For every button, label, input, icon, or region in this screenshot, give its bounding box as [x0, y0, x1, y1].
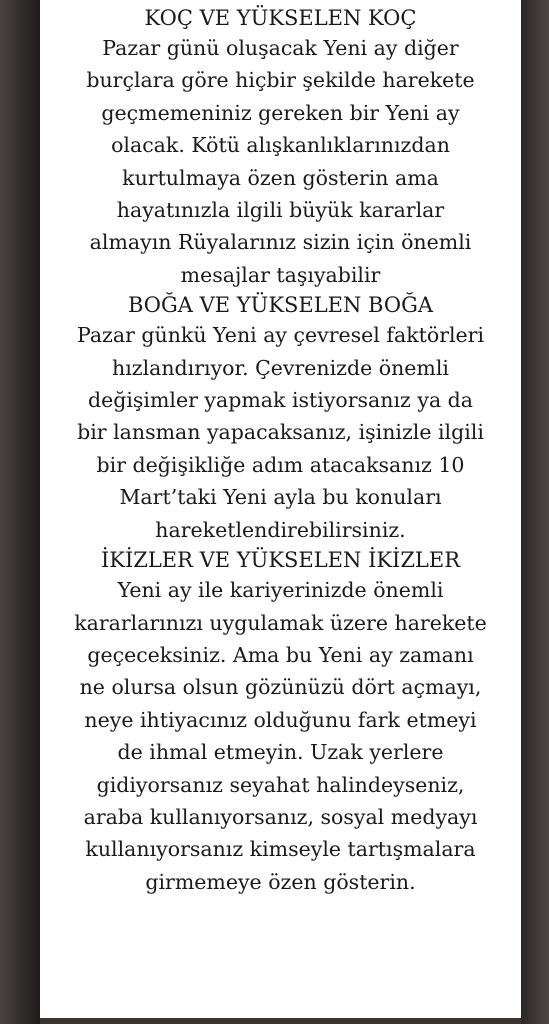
text-line: kullanıyorsanız kimseyle tartışmalara: [85, 837, 476, 862]
text-line: araba kullanıyorsanız, sosyal medyayı: [83, 804, 478, 829]
text-line: değişimler yapmak istiyorsanız ya da: [87, 388, 474, 413]
background-frame-right: [521, 0, 549, 1024]
text-line: neye ihtiyacınız olduğunu fark etmeyi: [84, 707, 477, 732]
horoscope-card: [40, 0, 521, 1018]
section-boga: [46, 291, 515, 546]
text-line: almayın Rüyalarınız sizin için önemli: [89, 230, 472, 255]
text-line: gidiyorsanız seyahat halindeyseniz,: [96, 772, 465, 797]
text-line: mesajlar taşıyabilir: [180, 262, 381, 287]
text-line: Yeni ay ile kariyerinizde önemli: [117, 578, 444, 603]
text-line: burçlara göre hiçbir şekilde harekete: [86, 68, 475, 93]
text-line: ne olursa olsun gözünüzü dört açmayı,: [79, 675, 482, 700]
text-line: hareketlendirebilirsiniz.: [155, 517, 406, 542]
text-line: girmemeye özen gösterin.: [145, 869, 416, 894]
text-line: hızlandırıyor. Çevrenizde önemli: [112, 355, 449, 380]
section-heading: KOÇ VE YÜKSELEN KOÇ: [144, 6, 417, 30]
text-line: de ihmal etmeyin. Uzak yerlere: [117, 740, 444, 765]
text-line: bir lansman yapacaksanız, işinizle ilgili: [77, 420, 484, 445]
text-line: kurtulmaya özen gösterin ama: [122, 165, 439, 190]
text-line: geçeceksiniz. Ama bu Yeni ay zamanı: [87, 642, 474, 667]
text-line: hayatınızla ilgili büyük kararlar: [116, 198, 445, 223]
text-line: Mart’taki Yeni ayla bu konuları: [119, 485, 442, 510]
text-line: bir değişikliğe adım atacaksanız 10: [96, 452, 465, 477]
text-line: olacak. Kötü alışkanlıklarınızdan: [111, 133, 450, 158]
text-line: kararlarınızı uygulamak üzere harekete: [74, 610, 487, 635]
background-frame-left: [0, 0, 40, 1024]
text-line: Pazar günü oluşacak Yeni ay diğer: [102, 36, 459, 60]
section-heading: BOĞA VE YÜKSELEN BOĞA: [127, 293, 434, 318]
text-line: Pazar günkü Yeni ay çevresel faktörleri: [76, 323, 485, 348]
section-koc: [46, 4, 515, 291]
section-ikizler: [46, 546, 515, 898]
section-heading: İKİZLER VE YÜKSELEN İKİZLER: [100, 548, 461, 573]
text-line: geçmemeniniz gereken bir Yeni ay: [101, 100, 460, 125]
